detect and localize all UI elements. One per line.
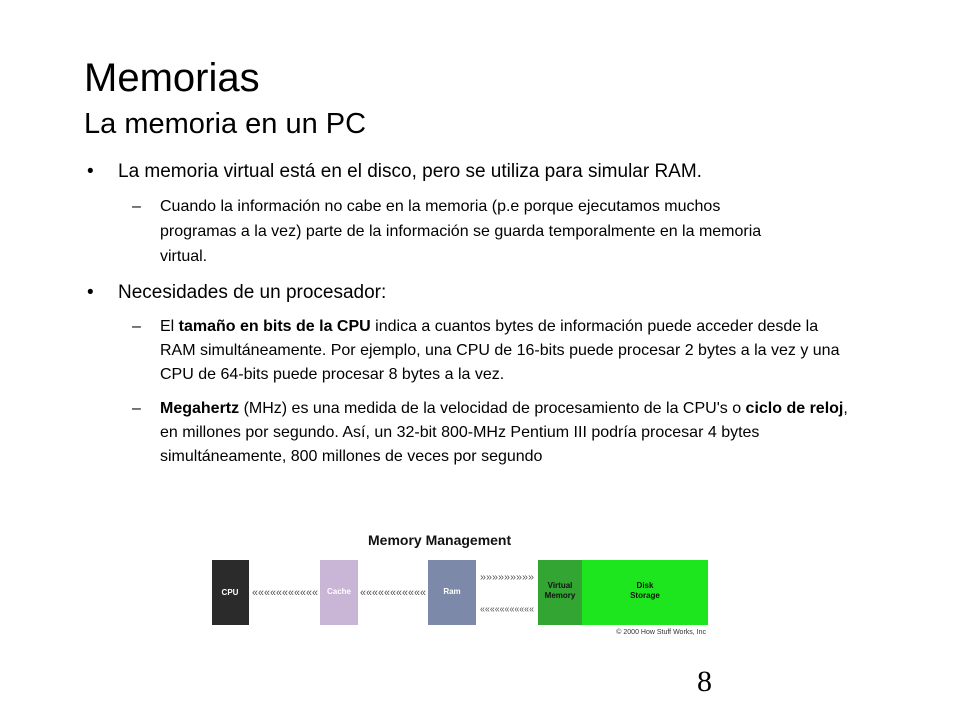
bullet-marker: •: [87, 282, 94, 303]
sub-bullet-marker: –: [132, 198, 141, 215]
virtual-memory-label-2: Memory: [544, 591, 576, 600]
page-number: 8: [697, 665, 712, 698]
sub-bullet-cpu-bits: [84, 315, 852, 387]
sub-bullet-bold-term: Megahertz: [160, 400, 240, 417]
bullet-processor-needs: [84, 281, 884, 305]
slide-subtitle: La memoria en un PC: [84, 108, 367, 140]
arrows-ram-to-cache: «««««««««««: [360, 587, 426, 599]
sub-bullet-text-post: indica a cuantos bytes de información puede acceder desde la RAM simultáneamente. Por ejemplo, una CPU de 16-bits puede procesar 2 bytes a la vez y una CPU de 64-bits puede procesar 8 bytes a la vez.: [160, 318, 840, 383]
sub-bullet-virtual-memory-detail: [84, 194, 780, 269]
sub-bullet-megahertz: [84, 397, 852, 469]
sub-bullet-text-pre: El: [160, 318, 179, 335]
arrows-virtual-to-ram: «««««««««««: [480, 604, 535, 615]
memory-management-diagram: [208, 528, 710, 638]
sub-bullet-bold-term-2: ciclo de reloj: [745, 400, 844, 417]
arrows-cache-to-cpu: «««««««««««: [252, 587, 318, 599]
bullet-text: La memoria virtual está en el disco, pero se utiliza para simular RAM.: [118, 161, 702, 182]
arrows-ram-to-virtual: »»»»»»»»»: [480, 572, 535, 583]
ram-label: Ram: [443, 587, 461, 596]
cache-label: Cache: [326, 587, 352, 596]
sub-bullet-text: Cuando la información no cabe en la memoria (p.e porque ejecutamos muchos programas a la vez) parte de la información se guarda temporalmente en la memoria virtual.: [160, 198, 762, 265]
sub-bullet-text-mid: (MHz) es una medida de la velocidad de procesamiento de la CPU's o: [239, 400, 746, 417]
diagram-title: Memory Management: [368, 532, 512, 548]
sub-bullet-marker: –: [132, 400, 141, 417]
virtual-memory-label-1: Virtual: [547, 581, 573, 590]
diagram-copyright: © 2000 How Stuff Works, Inc: [616, 629, 706, 636]
sub-bullet-bold-term: tamaño en bits de la CPU: [178, 318, 371, 335]
disk-storage-label-1: Disk: [636, 581, 654, 590]
bullet-text: Necesidades de un procesador:: [118, 282, 387, 303]
slide-content: [84, 160, 884, 479]
cpu-label: CPU: [221, 588, 239, 597]
sub-bullet-text-post: , en millones por segundo. Así, un 32-bit 800-MHz Pentium III podría procesar 4 bytes simultáneamente, 800 millones de veces por segundo: [160, 400, 848, 465]
disk-storage-label-2: Storage: [630, 591, 660, 600]
sub-bullet-marker: –: [132, 318, 141, 335]
bullet-marker: •: [87, 161, 94, 182]
slide-title: Memorias: [84, 56, 260, 100]
bullet-virtual-memory: [84, 160, 884, 184]
